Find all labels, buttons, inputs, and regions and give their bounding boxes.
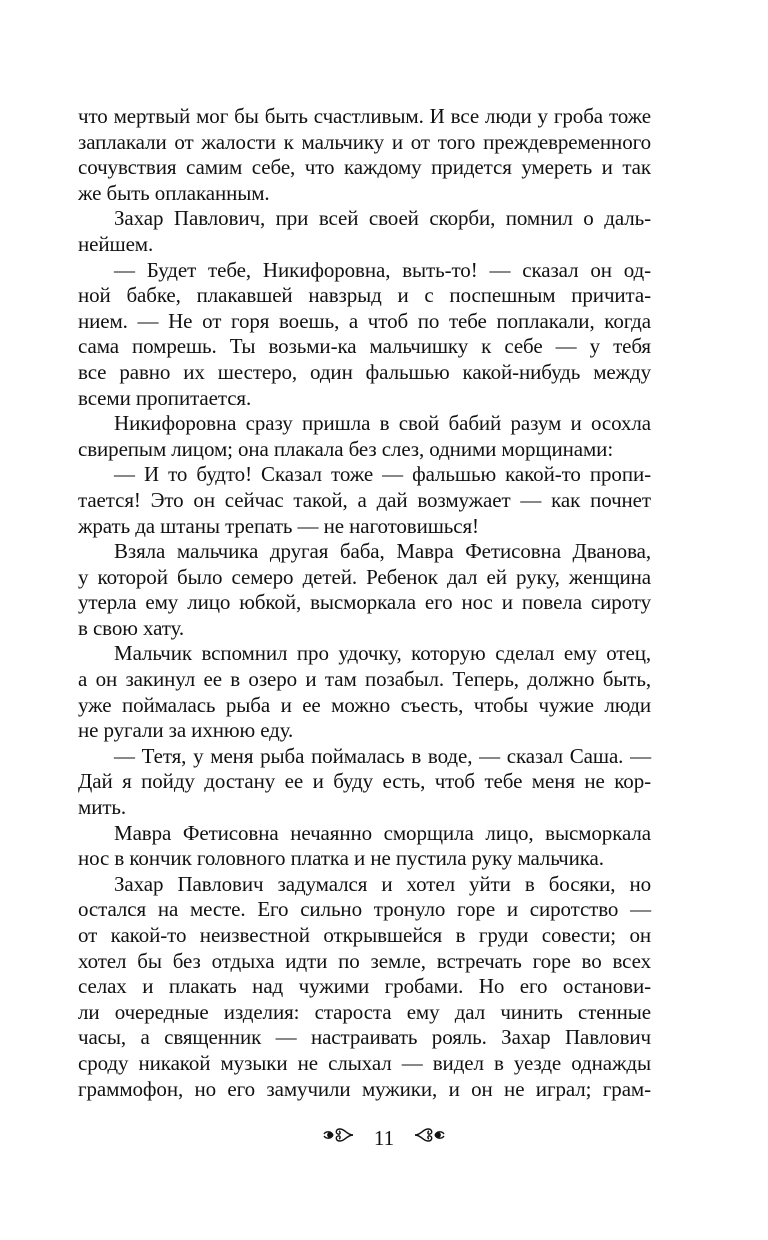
text-line: же быть оплаканным. <box>78 180 270 205</box>
text-line: не ругали за ихнюю еду. <box>78 718 294 743</box>
text-line: утерла ему лицо юбкой, высморкала его нос и повела сироту <box>78 590 651 615</box>
text-line: сама помрешь. Ты возьми-ка мальчишку к себе — у тебя <box>78 334 651 359</box>
text-line: что мертвый мог бы быть счастливым. И все люди у гроба тоже <box>78 104 651 128</box>
text-line: в свою хату. <box>78 615 185 640</box>
page-body <box>78 104 651 1102</box>
text-line: — И то будто! Сказал тоже — фальшью какой-то пропи- <box>114 462 651 487</box>
text-line: сочувствия самим себе, что каждому придется умереть и так <box>78 155 651 180</box>
floral-ornament-right-icon <box>413 1125 447 1151</box>
text-line: часы, а священник — настраивать рояль. Захар Павлович <box>78 1025 651 1050</box>
text-line: Никифоровна сразу пришла в свой бабий разум и осохла <box>114 411 651 436</box>
text-line: ной бабке, плакавшей навзрыд и с поспешным причита- <box>78 283 651 308</box>
text-line: от какой-то неизвестной открывшейся в груди совести; он <box>78 923 651 947</box>
text-line: нос в кончик головного платка и не пустила руку мальчика. <box>78 846 604 871</box>
floral-ornament-left-icon <box>321 1125 355 1151</box>
text-line: сроду никакой музыки не слыхал — видел в уезде однажды <box>78 1050 651 1075</box>
text-line: а он закинул ее в озеро и там позабыл. Теперь, должно быть, <box>78 667 651 692</box>
text-line: Мальчик вспомнил про удочку, которую сделал ему отец, <box>114 641 651 666</box>
text-line: у которой было семеро детей. Ребенок дал ей руку, женщина <box>78 564 651 589</box>
text-line: всеми пропитается. <box>78 385 252 410</box>
text-line: ли очередные изделия: староста ему дал чинить стенные <box>78 999 651 1024</box>
text-line: нейшем. <box>78 231 154 256</box>
text-line: нием. — Не от горя воешь, а чтоб по тебе поплакали, когда <box>78 308 651 333</box>
text-line: мить. <box>78 795 127 820</box>
text-line: все равно их шестеро, один фальшью какой-нибудь между <box>78 359 651 384</box>
text-line: Захар Павлович, при всей своей скорби, помнил о даль- <box>114 206 651 231</box>
text-line: — Тетя, у меня рыба поймалась в воде, — сказал Саша. — <box>114 743 651 768</box>
text-line: уже поймалась рыба и ее можно съесть, чтобы чужие люди <box>78 692 651 717</box>
text-line: остался на месте. Его сильно тронуло горе и сиротство — <box>78 897 651 922</box>
text-line: хотел бы без отдыха идти по земле, встречать горе во всех <box>78 948 651 973</box>
text-line: Взяла мальчика другая баба, Мавра Фетисовна Дванова, <box>114 539 651 564</box>
text-line: тается! Это он сейчас такой, а дай возмужает — как почнет <box>78 487 651 512</box>
text-line: Захар Павлович задумался и хотел уйти в босяки, но <box>114 871 651 896</box>
text-line: заплакали от жалости к мальчику и от того преждевременного <box>78 129 651 154</box>
text-line: жрать да штаны трепать — не наготовишься! <box>78 513 479 538</box>
text-line: селах и плакать над чужими гробами. Но его останови- <box>78 974 651 999</box>
text-line: — Будет тебе, Никифоровна, выть-то! — сказал он од- <box>114 257 651 282</box>
text-line: свирепым лицом; она плакала без слез, одними морщинами: <box>78 436 614 461</box>
text-line: граммофон, но его замучили мужики, и он не играл; грам- <box>78 1076 651 1101</box>
page-footer <box>0 1124 768 1151</box>
text-line: Мавра Фетисовна нечаянно сморщила лицо, высморкала <box>114 820 651 845</box>
text-line: Дай я пойду достану ее и буду есть, чтоб тебе меня не кор- <box>78 769 651 794</box>
page-number: 11 <box>373 1125 395 1150</box>
